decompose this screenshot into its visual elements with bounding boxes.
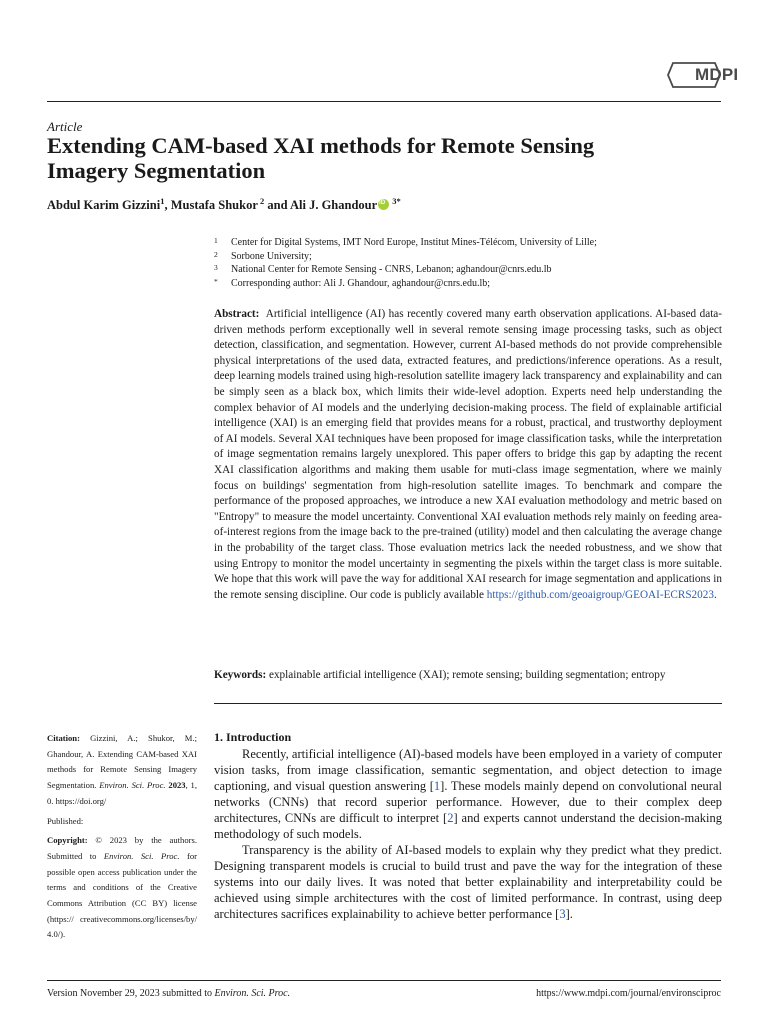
article-sidebar (47, 731, 197, 947)
code-repo-link[interactable]: https://github.com/geoaigroup/GEOAI-ECRS2023 (486, 588, 714, 601)
abstract-end: . (713, 588, 717, 601)
affiliation-item (214, 250, 724, 264)
introduction-body (214, 746, 722, 922)
abstract-label: Abstract: (214, 308, 260, 320)
copyright-text: © 2023 by the authors. Submitted to (47, 835, 197, 861)
affiliation-text: Sorbone University; (231, 250, 312, 262)
paragraph-text: ] and experts cannot understand the decision-making methodology of such models. (214, 811, 722, 841)
footer-journal: Environ. Sci. Proc. (214, 988, 291, 999)
copyright-journal: Environ. Sci. Proc. (103, 850, 180, 861)
section-heading: 1. Introduction (214, 730, 292, 744)
copyright-rest: for possible open access publication under the terms and conditions of the Creative Commons Attribution (CC BY) license (https:// creativecommons.org/licenses/by/ 4.0/). (47, 850, 198, 940)
affiliation-text: Center for Digital Systems, IMT Nord Europe, Institut Mines-Télécom, University of Lille; (231, 237, 597, 248)
title-line-1: Extending CAM-based XAI methods for Remote Sensing (47, 133, 595, 158)
reference-link[interactable]: 3 (559, 907, 566, 921)
citation-rest: , 1, 0. https://doi.org/ (47, 780, 198, 806)
logo-text: MDPI (695, 65, 739, 84)
affiliation-mark: 2 (214, 249, 218, 259)
footer-version (47, 988, 290, 999)
keywords-label: Keywords: (214, 669, 267, 681)
author-separator: , (164, 198, 171, 213)
article-type: Article (47, 119, 83, 134)
citation-year: 2023 (165, 780, 186, 791)
header-divider (47, 101, 721, 102)
abstract (214, 307, 722, 603)
affiliation-mark: * (214, 276, 218, 286)
copyright (47, 833, 197, 943)
title-line-2: Imagery Segmentation (47, 158, 266, 183)
paragraph-text: Recently, artificial intelligence (AI)-based models have been employed in a variety of computer vision tasks, from image classification, semantic segmentation, and object detection to image captioning, and visual question answering [ (214, 747, 722, 793)
paragraph (214, 746, 722, 842)
footer-url[interactable]: https://www.mdpi.com/journal/environsciproc (536, 988, 721, 999)
author-list (47, 196, 401, 213)
keywords-text: explainable artificial intelligence (XAI); remote sensing; building segmentation; entropy (266, 669, 666, 681)
affiliations (214, 236, 724, 290)
paragraph-text: ]. These models mainly depend on convolutional neural networks (CNNs) that record superior performance. However, due to their complex deep architectures, CNNs are difficult to interpret [ (214, 779, 722, 825)
affiliation-text: National Center for Remote Sensing - CNRS, Lebanon; aghandour@cnrs.edu.lb (231, 264, 552, 275)
copyright-label: Copyright: (47, 835, 88, 846)
orcid-icon[interactable] (378, 199, 389, 210)
footer-version-text: Version November 29, 2023 submitted to (47, 988, 215, 999)
reference-link[interactable]: 1 (433, 779, 441, 793)
abstract-divider (214, 703, 722, 704)
footer-divider (47, 980, 721, 981)
author-1: Abdul Karim Gizzini (47, 198, 161, 213)
citation-label: Citation: (47, 733, 80, 743)
citation-text: Gizzini, A.; Shukor, M.; Ghandour, A. Extending CAM-based XAI methods for Remote Sensing Imagery Segmentation. (47, 733, 197, 791)
reference-link[interactable]: 2 (447, 811, 454, 825)
paper-title (47, 133, 727, 183)
author-2-affil: 2 (257, 196, 265, 206)
citation-journal: Environ. Sci. Proc. (99, 780, 166, 791)
affiliation-mark: 1 (214, 236, 218, 245)
mdpi-logo (667, 62, 738, 88)
published: Published: (47, 815, 84, 826)
author-separator: and (264, 198, 290, 213)
author-2: Mustafa Shukor (170, 198, 258, 213)
affiliation-item (214, 236, 724, 250)
affiliation-mark: 3 (214, 263, 218, 272)
affiliation-item (214, 277, 724, 291)
keywords (214, 669, 724, 681)
citation (47, 731, 197, 810)
abstract-text: Artificial intelligence (AI) has recently covered many earth observation applications. AI-based data-driven methods perform exceptionally well in several remote sensing image processing tasks, such as object detection, classification, and segmentation. However, current AI-based methods do not provide comprehensible physical interpretations of the used data, extracted features, and predictions/inference operations. As a result, deep learning models trained using high-resolution satellite imagery lack transparency and explainability and can be simply seen as a black box, which limits their wide-level adoption. Experts need help understanding the complex behavior of AI models and the underlying decision-making process. The field of explainable artificial intelligence (XAI) is an emerging field that provides means for a robust, practical, and trustworthy deployment of AI models. Several XAI techniques have been proposed for image classification tasks, while the interpretation of image segmentation remains largely unexplored. This paper offers to bridge this gap by adapting the recent XAI classification algorithms and making them usable for muti-class image segmentation, where we mainly focus on buildings' segmentation from high-resolution satellite images. To benchmark and compare the performance of the proposed approaches, we introduce a new XAI evaluation methodology and metric based on "Entropy" to measure the model uncertainty. Conventional XAI evaluation methods rely mainly on feeding area-of-interest regions from the image back to the pre-trained (utility) model and then calculating the average change in the probability of the target class. Those evaluation metrics lack the needed robustness, and we show that using Entropy to monitor the model uncertainty in segmenting the pixels within the target class is more suitable. We hope that this work will pave the way for additional XAI research for image segmentation and applications in the remote sensing discipline. Our code is publicly available (214, 308, 722, 601)
paragraph-text: ]. (565, 907, 573, 921)
affiliation-item (214, 263, 724, 277)
author-1-affil: 1 (160, 196, 165, 206)
author-3: Ali J. Ghandour (289, 198, 378, 213)
author-3-affil: 3* (390, 196, 401, 206)
paragraph-text: Transparency is the ability of AI-based models to explain why they predict what they predict. Designing transparent models is crucial to build trust and pave the way for the integration of these systems into our daily lives. It was noted that better explainability and interpretability could be achieved using simple architectures with the cost of limited performance. In contrast, using deep architectures sacrifices explainability to achieve better performance [ (214, 843, 722, 921)
affiliation-text: Corresponding author: Ali J. Ghandour, aghandour@cnrs.edu.lb; (231, 277, 491, 289)
paragraph (214, 842, 722, 922)
